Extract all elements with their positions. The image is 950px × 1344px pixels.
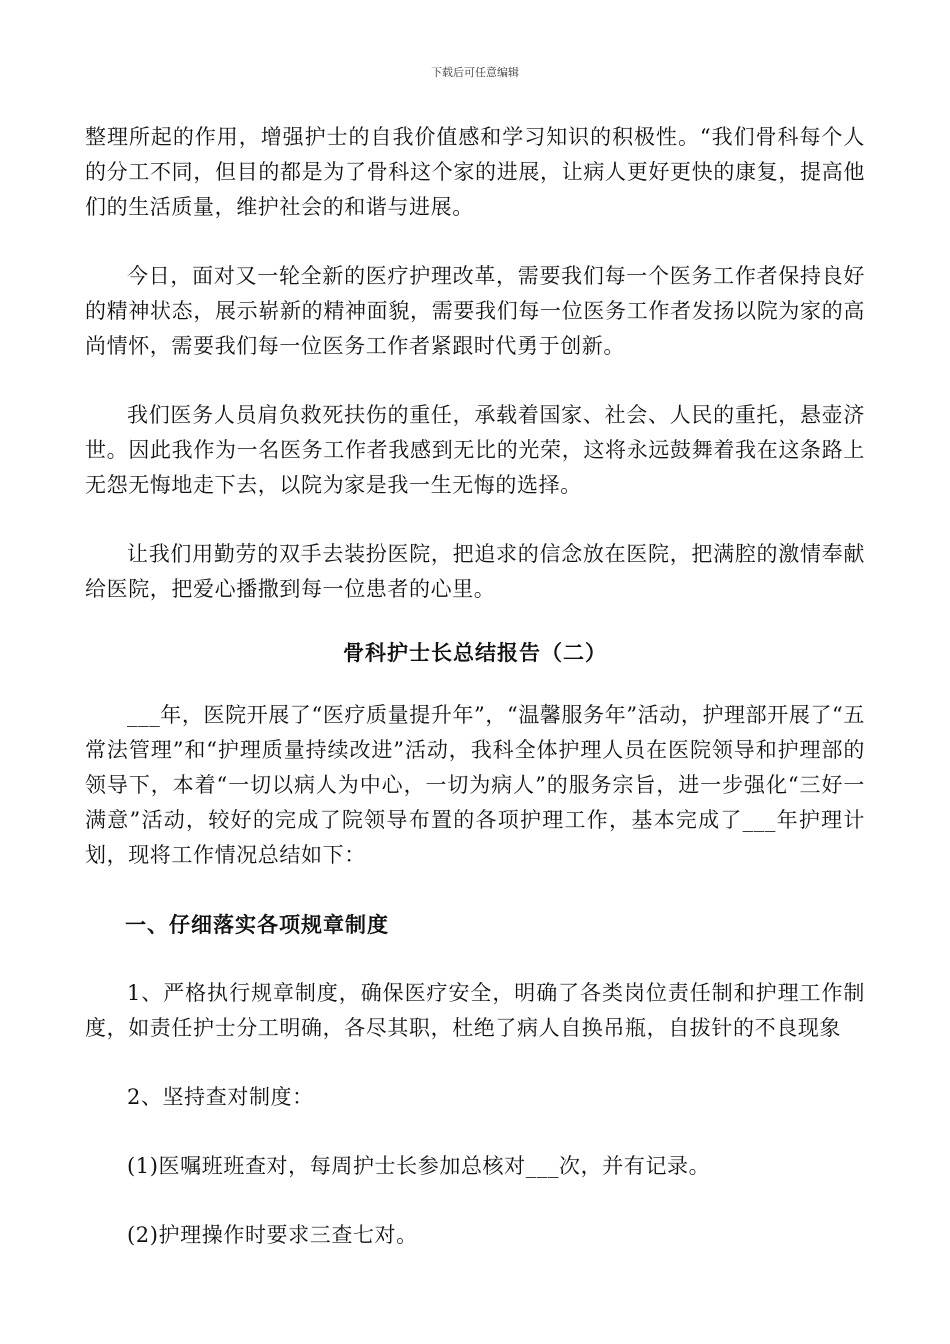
section-heading-rules: 一、仔细落实各项规章制度 bbox=[125, 912, 389, 937]
paragraph-continuation: 整理所起的作用，增强护士的自我价值感和学习知识的积极性。“我们骨科每个人的分工不同，但目的都是为了骨科这个家的进展，让病人更好更快的康复，提高他们的生活质量，维护社会的和谐与进展。 bbox=[85, 125, 865, 219]
list-item-1: 1、严格执行规章制度，确保医疗安全，明确了各类岗位责任制和护理工作制度，如责任护士分工明确，各尽其职，杜绝了病人自换吊瓶，自拔针的不良现象 bbox=[85, 981, 865, 1040]
document-body bbox=[85, 120, 865, 1253]
list-item-2: 2、坚持查对制度： bbox=[127, 1085, 314, 1109]
report-intro: ___年，医院开展了“医疗质量提升年”，“温馨服务年”活动，护理部开展了“五常法管理”和“护理质量持续改进”活动，我科全体护理人员在医院领导和护理部的领导下，本着“一切以病人为中心，一切为病人”的服务宗旨，进一步强化“三好一满意”活动，较好的完成了院领导布置的各项护理工作，基本完成了___年护理计划，现将工作情况总结如下： bbox=[85, 703, 865, 867]
sub-item-2: (2)护理操作时要求三查七对。 bbox=[127, 1223, 418, 1247]
section-title: 骨科护士长总结报告（二） bbox=[343, 640, 607, 665]
page-header-note: 下载后可任意编辑 bbox=[431, 66, 519, 79]
paragraph-responsibility: 我们医务人员肩负救死扶伤的重任，承载着国家、社会、人民的重托，悬壶济世。因此我作为一名医务工作者我感到无比的光荣，这将永远鼓舞着我在这条路上无怨无悔地走下去，以院为家是我一生无悔的选择。 bbox=[85, 403, 865, 497]
paragraph-reform: 今日，面对又一轮全新的医疗护理改革，需要我们每一个医务工作者保持良好的精神状态，展示崭新的精神面貌，需要我们每一位医务工作者发扬以院为家的高尚情怀，需要我们每一位医务工作者紧跟时代勇于创新。 bbox=[85, 264, 865, 358]
sub-item-1: (1)医嘱班班查对，每周护士长参加总核对___次，并有记录。 bbox=[127, 1154, 711, 1178]
paragraph-dedication: 让我们用勤劳的双手去装扮医院，把追求的信念放在医院，把满腔的激情奉献给医院，把爱心播撒到每一位患者的心里。 bbox=[85, 542, 865, 601]
